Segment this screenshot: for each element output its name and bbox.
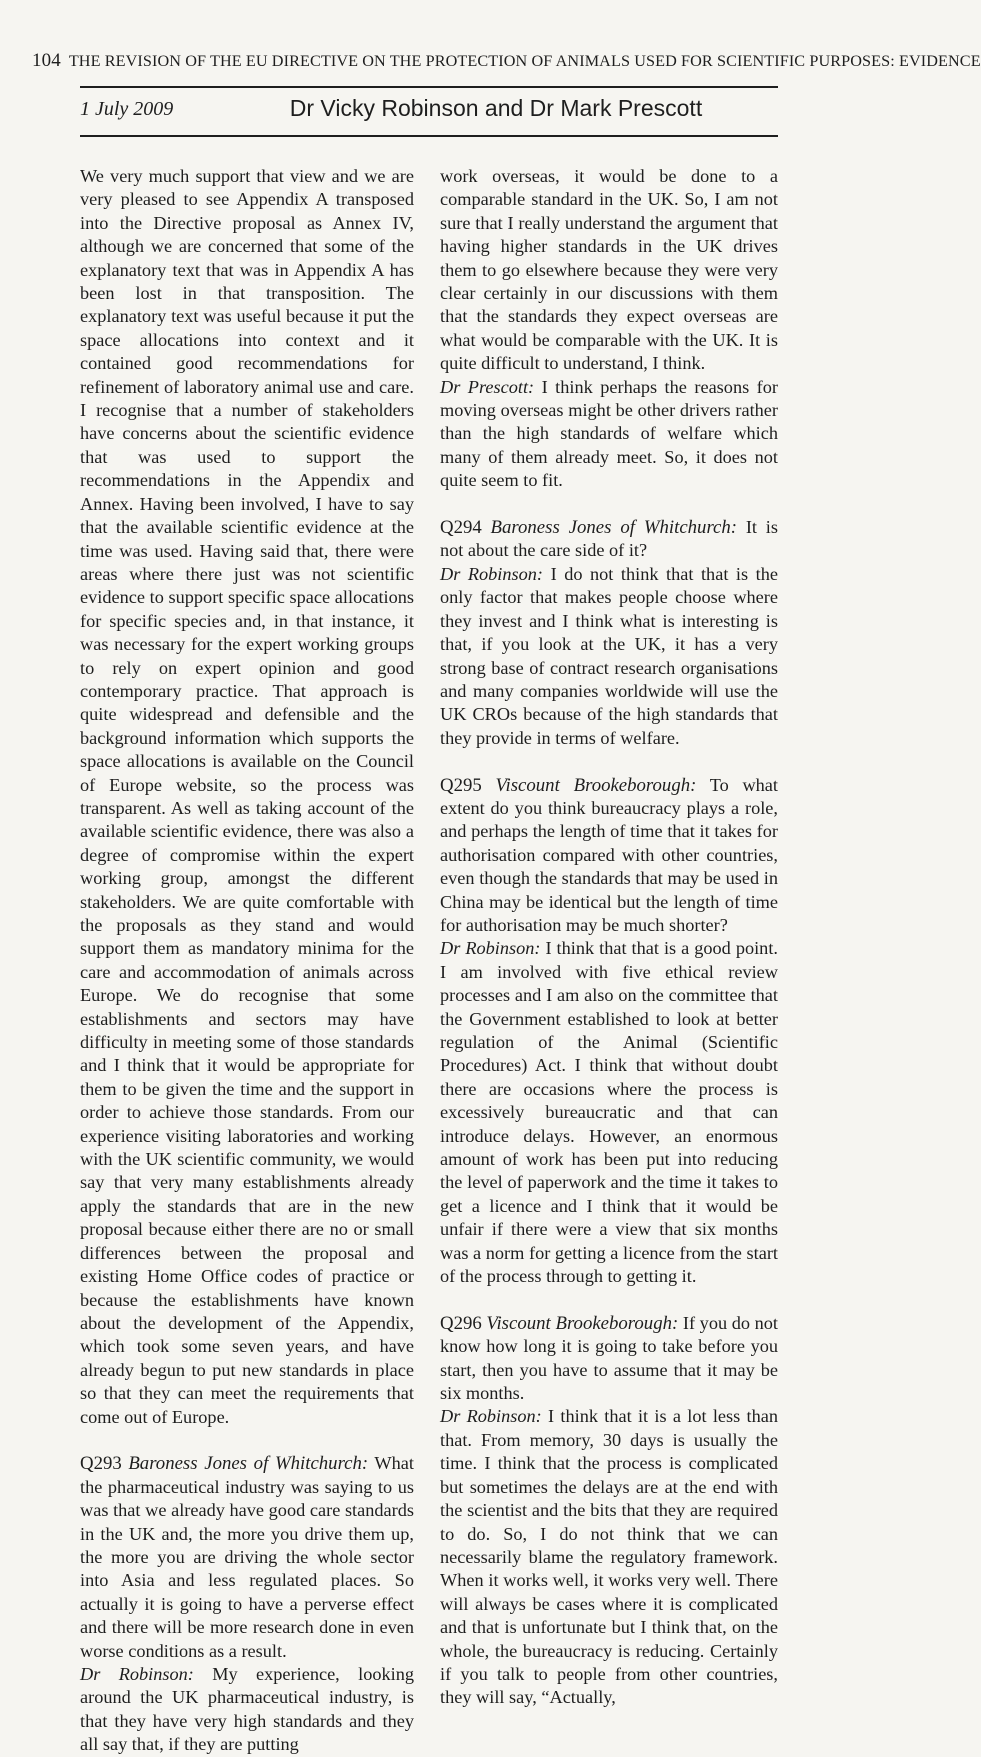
answer-text: I think perhaps the reasons for moving overseas might be other drivers rather than the high standards of welfare which many of them already meet. So, it does not quite seem to fit.: [440, 376, 778, 491]
answer-a293: [80, 1663, 414, 1757]
answer-text: I think that that is a good point. I am involved with five ethical review processes and I am also on the committee that the Government established to look at better regulation of the Animal (Scientific Procedures) Act. I think that without doubt there are occasions where the process is excessively bureaucratic and that can introduce delays. However, an enormous amount of work has been put into reducing the level of paperwork and the time it takes to get a licence and I think that it would be unfair if there were a view that six months was a norm for getting a licence from the start of the process through to getting it.: [440, 938, 778, 1287]
answer-a295: [440, 937, 778, 1288]
question-text: To what extent do you think bureaucracy plays a role, and perhaps the length of time that it takes for authorisation compared with other countries, even though the standards that may be used in China may be identical but the length of time for authorisation may be much shorter?: [440, 774, 778, 935]
answer-text: My experience, looking around the UK pharmaceutical industry, is that they have very high standards and they all say that, if they are putting: [80, 1663, 414, 1755]
question-number: Q296: [440, 1312, 482, 1334]
answer-a296: [440, 1405, 778, 1709]
question-number: Q295: [440, 774, 482, 796]
answer-text: I think that it is a lot less than that. From memory, 30 days is usually the time. I think that the process is complicated but sometimes the delays are at the end with the scientist and the bits that they are required to do. So, I do not think that we can necessarily blame the regulatory framework. When it works well, it works very well. There will always be cases where it is complicated and that is unfortunate but I think that, on the whole, the bureaucracy is reducing. Certainly if you talk to people from other countries, they will say, “Actually,: [440, 1406, 778, 1708]
answer-speaker: Dr Prescott:: [440, 376, 535, 397]
header-rule-bottom: [80, 135, 778, 137]
answer-speaker: Dr Robinson:: [440, 1406, 542, 1427]
session-date: 1 July 2009: [80, 98, 174, 120]
answer-continuation: work overseas, it would be done to a comparable standard in the UK. So, I am not sure that I really understand the argument that having higher standards in the UK drives them to go elsewhere because they were very clear certainly in our discussions with them that the standards they expect overseas are what would be comparable with the UK. It is quite difficult to understand, I think.: [440, 166, 778, 374]
answer-speaker: Dr Robinson:: [80, 1663, 194, 1684]
witness-names: Dr Vicky Robinson and Dr Mark Prescott: [289, 95, 703, 121]
question-q296: [440, 1312, 778, 1406]
page-number: 104: [32, 50, 61, 71]
question-q295: [440, 774, 778, 938]
left-column: [80, 165, 414, 1757]
answer-prescott: [440, 376, 778, 493]
running-title: THE REVISION OF THE EU DIRECTIVE ON THE PROTECTION OF ANIMALS USED FOR SCIENTIFIC PURPOSES: EVIDENCE: [68, 52, 981, 70]
question-speaker: Viscount Brookeborough:: [486, 1312, 679, 1334]
answer-speaker: Dr Robinson:: [440, 938, 541, 959]
answer-text: I do not think that that is the only factor that makes people choose where they invest and I think what is interesting is that, if you look at the UK, it has a very strong base of contract research organisations and many companies worldwide will use the UK CROs because of the high standards that they provide in terms of welfare.: [440, 563, 778, 748]
question-number: Q293: [80, 1453, 122, 1475]
answer-a294: [440, 563, 778, 750]
question-number: Q294: [440, 517, 482, 539]
header-rule-top: [80, 86, 778, 88]
question-q293: [80, 1452, 414, 1663]
question-speaker: Viscount Brookeborough:: [495, 774, 697, 796]
right-column: [440, 165, 778, 1710]
question-q294: [440, 516, 778, 563]
running-head: [32, 50, 981, 72]
question-text: What the pharmaceutical industry was saying to us was that we already have good care standards in the UK and, the more you drive them up, the more you are driving the whole sector into Asia and less regulated places. So actually it is going to have a perverse effect and there will be more research done in even worse conditions as a result.: [80, 1453, 414, 1661]
question-text: If you do not know how long it is going to take before you start, then you have to assume that it may be six months.: [440, 1312, 779, 1404]
question-text: It is not about the care side of it?: [440, 517, 778, 561]
question-speaker: Baroness Jones of Whitchurch:: [490, 517, 738, 539]
question-speaker: Baroness Jones of Whitchurch:: [128, 1453, 369, 1475]
answer-paragraph: We very much support that view and we are very pleased to see Appendix A transposed into the Directive proposal as Annex IV, although we are concerned that some of the explanatory text that was in Appendix A has been lost in that transposition. The explanatory text was useful because it put the space allocations into context and it contained good recommendations for refinement of laboratory animal use and care. I recognise that a number of stakeholders have concerns about the scientific evidence that was used to support the recommendations in the Appendix and Annex. Having been involved, I have to say that the available scientific evidence at the time was used. Having said that, there were areas where there just was not scientific evidence to support specific space allocations for specific species and, in that instance, it was necessary for the expert working groups to rely on expert opinion and good contemporary practice. That approach is quite widespread and defensible and the background information which supports the space allocations is available on the Council of Europe website, so the process was transparent. As well as taking account of the available scientific evidence, there was also a degree of compromise within the expert working group, amongst the different stakeholders. We are quite comfortable with the proposals as they stand and would support them as mandatory minima for the care and accommodation of animals across Europe. We do recognise that some establishments and sectors may have difficulty in meeting some of those standards and I think that it would be appropriate for them to be given the time and the support in order to achieve those standards. From our experience visiting laboratories and working with the UK scientific community, we would say that very many establishments already apply the standards that are in the new proposal because either there are no or small differences between the proposal and existing Home Office codes of practice or because the establishments have known about the development of the Appendix, which took some seven years, and have already begun to put new standards in place so that they can meet the requirements that come out of Europe.: [80, 166, 414, 1427]
answer-speaker: Dr Robinson:: [440, 563, 544, 584]
